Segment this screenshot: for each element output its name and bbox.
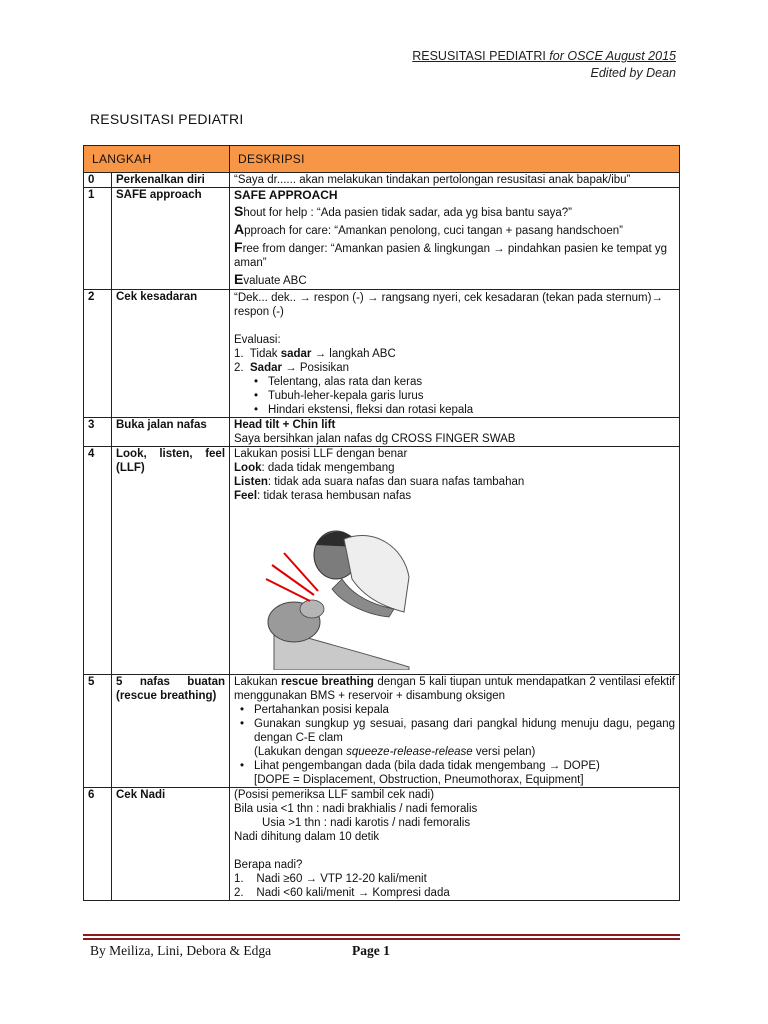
pulse-line: Usia >1 thn : nadi karotis / nadi femoralis <box>262 817 471 829</box>
evaluation-label: Evaluasi: <box>234 334 281 346</box>
step-name: Perkenalkan diri <box>112 173 230 188</box>
llf-listen: Listen: tidak ada suara nafas dan suara nafas tambahan <box>234 476 525 488</box>
list-item: • Gunakan sungkup yg sesuai, pasang dari pangkal hidung menuju dagu, pegang dengan C-E clam (Lakukan dengan squeeze-release-release versi pelan) <box>254 717 675 759</box>
step-description <box>230 188 680 290</box>
rescuer-checking-breathing-illustration <box>244 517 414 670</box>
step-name: Look, listen, feel (LLF) <box>112 447 230 675</box>
step-number: 5 <box>84 675 112 788</box>
running-header <box>412 48 676 82</box>
step-name: SAFE approach <box>112 188 230 290</box>
step-number: 1 <box>84 188 112 290</box>
pulse-line: 1. Nadi ≥60 → VTP 12-20 kali/menit <box>234 873 427 885</box>
step-number: 0 <box>84 173 112 188</box>
step-description: “Saya dr...... akan melakukan tindakan pertolongan resusitasi anak bapak/ibu” <box>230 173 680 188</box>
airway-note: Saya bersihkan jalan nafas dg CROSS FINGER SWAB <box>234 433 516 445</box>
evaluation-item: 2. Sadar → Posisikan <box>234 362 350 374</box>
safe-item: Free from danger: “Amankan pasien & lingkungan → pindahkan pasien ke tempat yg aman” <box>234 239 668 269</box>
list-item: • Telentang, alas rata dan keras <box>268 375 675 389</box>
pulse-line: Nadi dihitung dalam 10 detik <box>234 831 380 843</box>
table-row <box>84 173 680 188</box>
step-description <box>230 675 680 788</box>
table-row <box>84 788 680 901</box>
table-row <box>84 188 680 290</box>
column-header-description: DESKRIPSI <box>230 146 680 173</box>
pulse-line: 2. Nadi <60 kali/menit → Kompresi dada <box>234 887 450 899</box>
table-row <box>84 675 680 788</box>
llf-instruction: Lakukan posisi LLF dengan benar <box>234 448 408 460</box>
list-item-note: [DOPE = Displacement, Obstruction, Pneumothorax, Equipment] <box>254 774 584 786</box>
pulse-line: Bila usia <1 thn : nadi brakhialis / nadi femoralis <box>234 803 478 815</box>
step-description <box>230 418 680 447</box>
safe-heading: SAFE APPROACH <box>234 188 338 202</box>
safe-item: Approach for care: “Amankan penolong, cuci tangan + pasang handschoen” <box>234 221 623 237</box>
table-header-row <box>84 146 680 173</box>
running-header-suffix: for OSCE August 2015 <box>545 49 676 63</box>
list-item: • Hindari ekstensi, fleksi dan rotasi kepala <box>268 403 675 417</box>
step-name: Buka jalan nafas <box>112 418 230 447</box>
footer-rule <box>83 934 680 942</box>
step-number: 2 <box>84 290 112 418</box>
consciousness-check-text: “Dek... dek.. → respon (-) → rangsang nyeri, cek kesadaran (tekan pada sternum)→ respon (-) <box>234 292 663 318</box>
evaluation-item: 1. Tidak sadar → langkah ABC <box>234 348 396 360</box>
procedure-table <box>83 145 680 901</box>
column-header-step: LANGKAH <box>84 146 230 173</box>
pulse-line: (Posisi pemeriksa LLF sambil cek nadi) <box>234 789 435 801</box>
safe-item: Evaluate ABC <box>234 271 307 287</box>
table-row <box>84 290 680 418</box>
table-row <box>84 418 680 447</box>
airway-maneuver: Head tilt + Chin lift <box>234 419 336 431</box>
pulse-line: Berapa nadi? <box>234 859 303 871</box>
table-row <box>84 447 680 675</box>
step-number: 3 <box>84 418 112 447</box>
step-description <box>230 447 680 675</box>
step-name: Cek Nadi <box>112 788 230 901</box>
list-item: • Tubuh-leher-kepala garis lurus <box>268 389 675 403</box>
list-item-note: (Lakukan dengan squeeze-release-release versi pelan) <box>254 746 536 758</box>
document-title: RESUSITASI PEDIATRI <box>90 111 244 127</box>
list-item: • Pertahankan posisi kepala <box>254 703 675 717</box>
position-list <box>234 375 675 417</box>
llf-feel: Feel: tidak terasa hembusan nafas <box>234 490 412 502</box>
step-name: 5 nafas buatan (rescue breathing) <box>112 675 230 788</box>
rescue-breathing-intro: Lakukan rescue breathing dengan 5 kali tiupan untuk mendapatkan 2 ventilasi efektif menggunakan BMS + reservoir + disambung oksigen <box>234 676 675 702</box>
running-header-title: RESUSITASI PEDIATRI <box>412 49 546 63</box>
list-item: • Lihat pengembangan dada (bila dada tidak mengembang → DOPE) [DOPE = Displacement, Obstruction, Pneumothorax, Equipment] <box>254 759 675 787</box>
footer-authors: By Meiliza, Lini, Debora & Edga <box>90 943 272 958</box>
step-description <box>230 788 680 901</box>
step-description <box>230 290 680 418</box>
rescue-breathing-list <box>234 703 675 787</box>
llf-look: Look: dada tidak mengembang <box>234 462 395 474</box>
step-number: 6 <box>84 788 112 901</box>
step-number: 4 <box>84 447 112 675</box>
running-header-editor: Edited by Dean <box>590 66 676 80</box>
safe-item: Shout for help : “Ada pasien tidak sadar, ada yg bisa bantu saya?” <box>234 203 572 219</box>
page-number: Page 1 <box>352 943 390 958</box>
step-name: Cek kesadaran <box>112 290 230 418</box>
